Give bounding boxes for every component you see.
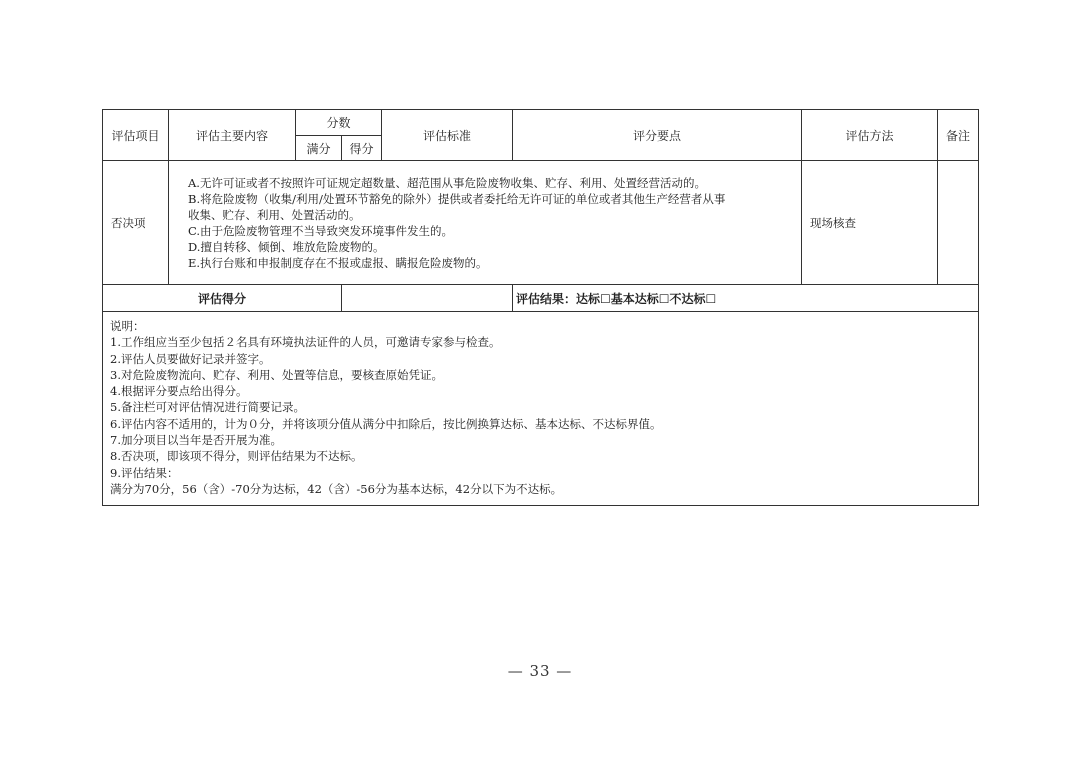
page-number: — 33 — — [507, 662, 573, 680]
note-9: 9.评估结果： — [110, 465, 179, 480]
header-standard: 评估标准 — [382, 110, 513, 161]
note-8: 8.否决项，即该项不得分，则评估结果为不达标。 — [110, 449, 363, 464]
veto-criteria — [169, 161, 802, 285]
header-full-score: 满分 — [296, 136, 342, 161]
header-points: 评分要点 — [513, 110, 802, 161]
score-row — [103, 285, 979, 312]
note-2: 2.评估人员要做好记录并签字。 — [110, 351, 271, 366]
header-content: 评估主要内容 — [169, 110, 296, 161]
note-6: 6.评估内容不适用的，计为０分，并将该项分值从满分中扣除后，按比例换算达标、基本达标、不达标界值。 — [110, 416, 662, 431]
note-4: 4.根据评分要点给出得分。 — [110, 384, 248, 399]
veto-item: 否决项 — [103, 161, 169, 285]
veto-line-d: D.擅自转移、倾倒、堆放危险废物的。 — [188, 239, 385, 254]
veto-remark — [938, 161, 979, 285]
evaluation-table — [102, 109, 979, 506]
header-remark: 备注 — [938, 110, 979, 161]
veto-line-b-cont: 收集、贮存、利用、处置活动的。 — [188, 207, 361, 222]
note-9-detail: 满分为70分，56（含）-70分为达标，42（含）-56分为基本达标，42分以下为不达标。 — [110, 481, 563, 496]
notes-cell — [103, 312, 979, 506]
veto-line-a: A.无许可证或者不按照许可证规定超数量、超范围从事危险废物收集、贮存、利用、处置经营活动的。 — [188, 175, 706, 190]
result-checkboxes: 评估结果：达标☐基本达标☐不达标☐ — [513, 285, 979, 312]
header-row-1 — [103, 110, 979, 136]
note-3: 3.对危险废物流向、贮存、利用、处置等信息，要核查原始凭证。 — [110, 367, 443, 382]
veto-line-b: B.将危险废物（收集/利用/处置环节豁免的除外）提供或者委托给无许可证的单位或者其他生产经营者从事 — [188, 191, 726, 206]
veto-line-c: C.由于危险废物管理不当导致突发环境事件发生的。 — [188, 223, 454, 238]
header-method: 评估方法 — [802, 110, 938, 161]
veto-line-e: E.执行台账和申报制度存在不报或虚报、瞒报危险废物的。 — [188, 255, 488, 270]
score-label: 评估得分 — [103, 285, 342, 312]
evaluation-sheet — [102, 109, 978, 506]
veto-row — [103, 161, 979, 285]
header-item: 评估项目 — [103, 110, 169, 161]
note-7: 7.加分项目以当年是否开展为准。 — [110, 433, 282, 448]
header-score: 分数 — [296, 110, 382, 136]
notes-row — [103, 312, 979, 506]
score-value — [342, 285, 513, 312]
note-1: 1.工作组应当至少包括２名具有环境执法证件的人员，可邀请专家参与检查。 — [110, 335, 501, 350]
header-got-score: 得分 — [342, 136, 382, 161]
veto-method: 现场核查 — [802, 161, 938, 285]
note-5: 5.备注栏可对评估情况进行简要记录。 — [110, 400, 305, 415]
notes-title: 说明： — [110, 319, 145, 333]
